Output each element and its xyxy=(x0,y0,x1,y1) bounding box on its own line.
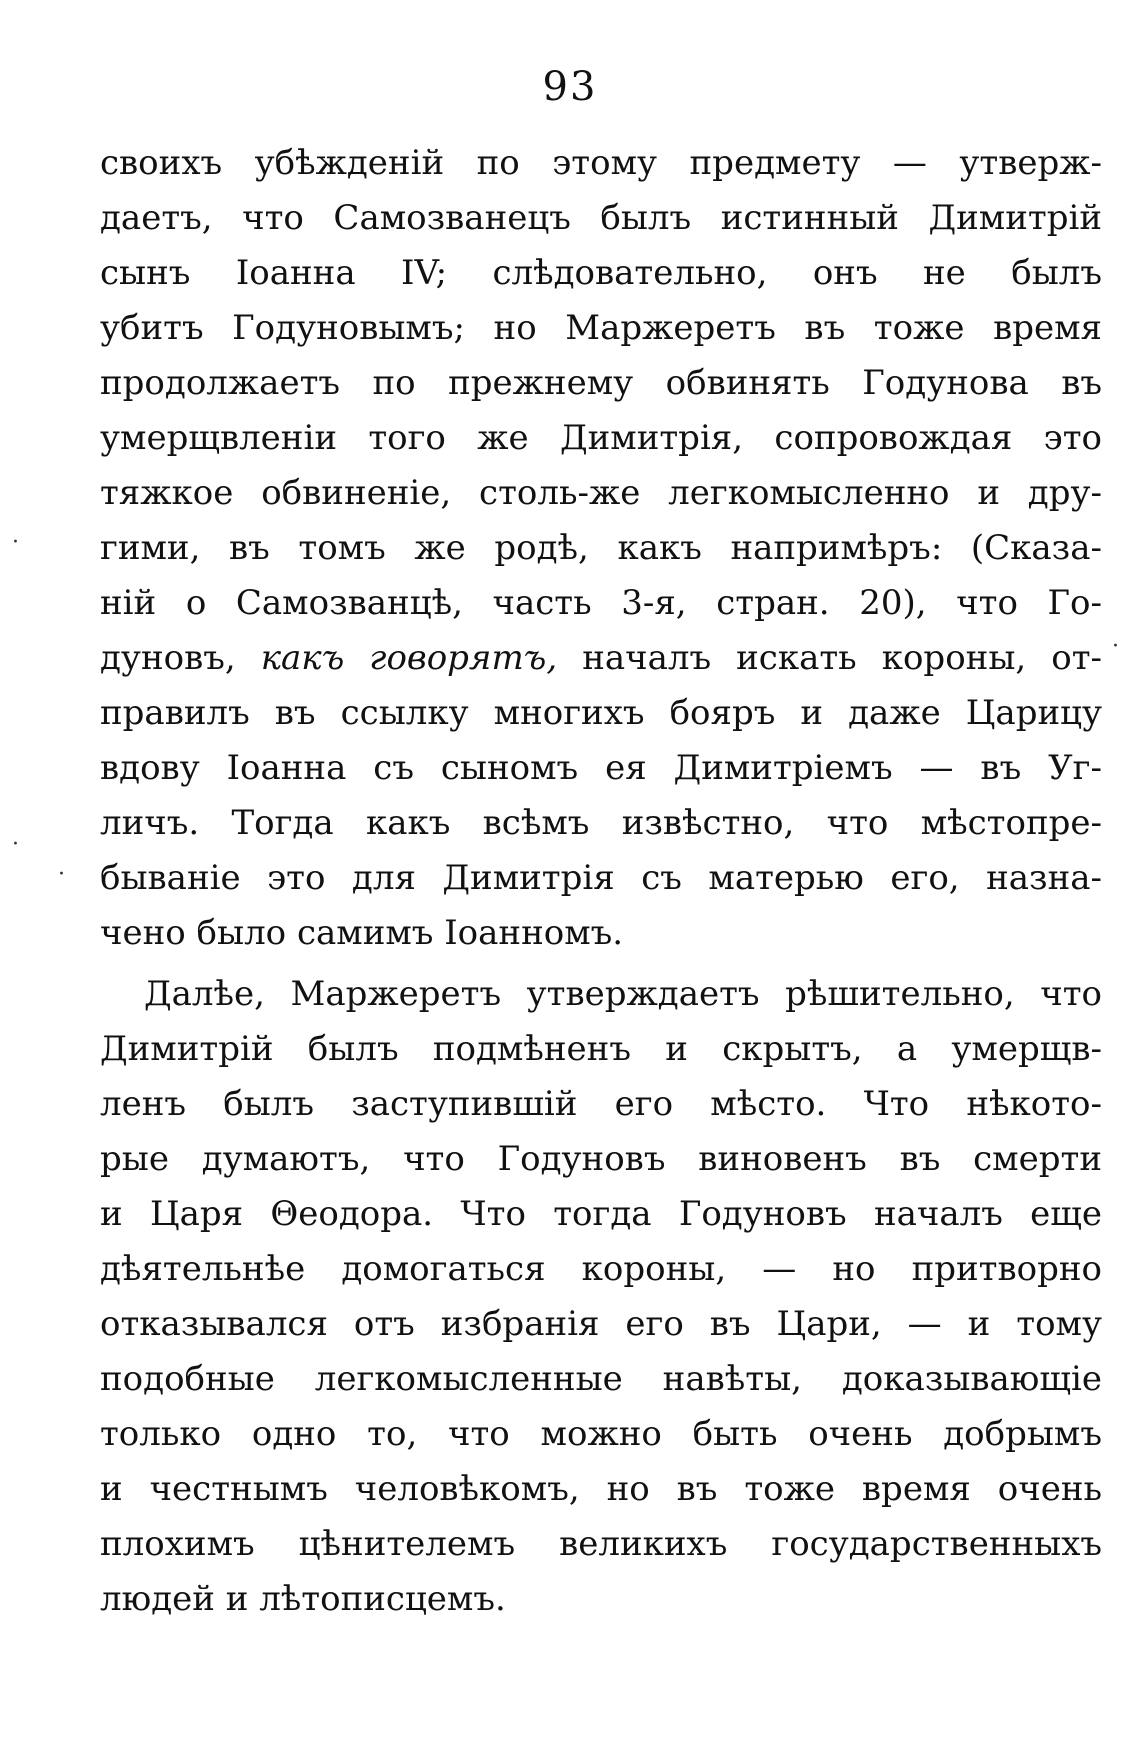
text-line: только одно то, что можно быть очень добрымъ xyxy=(100,1414,1102,1454)
text-segment: началъ искать короны, от- xyxy=(557,638,1102,678)
text-line: отказывался отъ избранiя его въ Цари, — и тому xyxy=(100,1304,1102,1344)
text-line: личъ. Тогда какъ всѣмъ извѣстно, что мѣстопре- xyxy=(100,803,1102,843)
text-line: плохимъ цѣнителемъ великихъ государственныхъ xyxy=(100,1524,1102,1564)
text-line: вдову Iоанна съ сыномъ ея Димитрiемъ — въ Уг- xyxy=(100,748,1102,788)
text-line: своихъ убѣжденiй по этому предмету — утверж- xyxy=(100,143,1102,183)
text-line: чено было самимъ Iоанномъ. xyxy=(100,913,624,953)
text-line: гими, въ томъ же родѣ, какъ напримѣръ: (Сказа- xyxy=(100,528,1102,568)
text-line: Далѣе, Маржеретъ утверждаетъ рѣшительно, что xyxy=(144,974,1102,1014)
text-line: сынъ Iоанна IV; слѣдовательно, онъ не былъ xyxy=(100,253,1102,293)
text-line: ленъ былъ заступившiй его мѣсто. Что нѣкото- xyxy=(100,1084,1102,1124)
paragraph-2 xyxy=(100,967,1102,1627)
body-text xyxy=(100,136,1102,1627)
text-line: тяжкое обвиненiе, столь-же легкомысленно и дру- xyxy=(100,473,1102,513)
italic-phrase: какъ говорятъ, xyxy=(260,638,558,678)
text-line: убитъ Годуновымъ; но Маржеретъ въ тоже время xyxy=(100,308,1102,348)
text-line: бываніе это для Димитрiя съ матерью его, назна- xyxy=(100,858,1102,898)
text-line: подобные легкомысленные навѣты, доказывающiе xyxy=(100,1359,1102,1399)
text-line: умерщвленiи того же Димитрiя, сопровождая это xyxy=(100,418,1102,458)
margin-mark: · xyxy=(12,832,19,857)
text-line: и Царя Θеодора. Что тогда Годуновъ началъ еще xyxy=(100,1194,1102,1234)
paragraph-1 xyxy=(100,136,1102,961)
margin-mark: · xyxy=(58,862,65,887)
text-line: дѣятельнѣе домогаться короны, — но притворно xyxy=(100,1249,1102,1289)
margin-mark: · xyxy=(12,530,19,555)
text-line: и честнымъ человѣкомъ, но въ тоже время очень xyxy=(100,1469,1102,1509)
margin-mark: · xyxy=(1112,634,1119,659)
text-line: даетъ, что Самозванецъ былъ истинный Димитрiй xyxy=(100,198,1102,238)
text-line: нiй о Самозванцѣ, часть 3-я, стран. 20), что Го- xyxy=(100,583,1102,623)
page-number: 93 xyxy=(542,64,598,110)
text-line-with-italic xyxy=(100,631,1102,686)
text-line: продолжаетъ по прежнему обвинять Годунова въ xyxy=(100,363,1102,403)
text-line: людей и лѣтописцемъ. xyxy=(100,1579,506,1619)
text-line: Димитрiй былъ подмѣненъ и скрытъ, а умерщв- xyxy=(100,1029,1102,1069)
text-segment: дуновъ, xyxy=(100,638,261,678)
text-line: правилъ въ ссылку многихъ бояръ и даже Царицу xyxy=(100,693,1102,733)
text-line: рые думаютъ, что Годуновъ виновенъ въ смерти xyxy=(100,1139,1102,1179)
